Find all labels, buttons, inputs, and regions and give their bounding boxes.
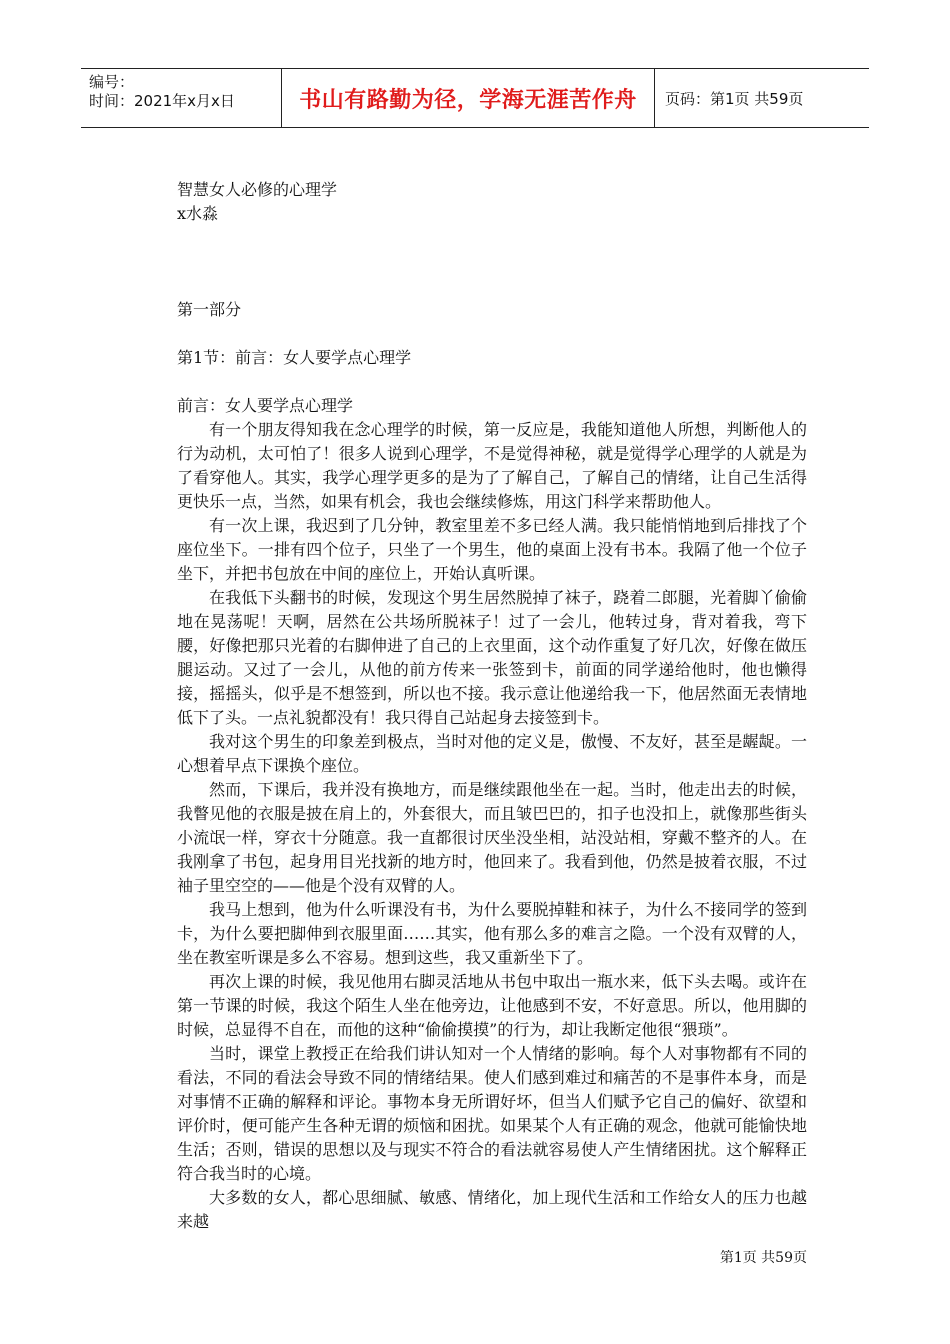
paragraph: 当时，课堂上教授正在给我们讲认知对一个人情绪的影响。每个人对事物都有不同的看法，不同的看法会导致不同的情绪结果。使人们感到难过和痛苦的不是事件本身，而是对事情不正确的解释和评论。事物本身无所谓好坏，但当人们赋予它自己的偏好、欲望和评价时，便可能产生各种无谓的烦恼和困扰。如果某个人有正确的观念，他就可能愉快地生活；否则，错误的思想以及与现实不符合的看法就容易使人产生情绪困扰。这个解释正符合我当时的心境。: [177, 1044, 807, 1183]
subheading: 前言：女人要学点心理学: [177, 396, 354, 415]
paragraph: 再次上课的时候，我见他用右脚灵活地从书包中取出一瓶水来，低下头去喝。或许在第一节课的时候，我这个陌生人坐在他旁边，让他感到不安，不好意思。所以，他用脚的时候，总显得不自在，而他的这种“偷偷摸摸”的行为，却让我断定他很“猥琐”。: [177, 972, 807, 1039]
header-meta-cell: [81, 69, 282, 127]
header-motto-cell: [282, 69, 655, 127]
time-label: 时间：2021年x月x日: [89, 92, 235, 110]
paragraph: 在我低下头翻书的时候，发现这个男生居然脱掉了袜子，跷着二郎腿，光着脚丫偷偷地在晃荡呢！天啊，居然在公共场所脱袜子！过了一会儿，他转过身，背对着我，弯下腰，好像把那只光着的右脚伸进了自己的上衣里面，这个动作重复了好几次，好像在做压腿运动。又过了一会儿，从他的前方传来一张签到卡，前面的同学递给他时，他也懒得接，摇摇头，似乎是不想签到，所以也不接。我示意让他递给我一下，他居然面无表情地低下了头。一点礼貌都没有！我只得自己站起身去接签到卡。: [177, 588, 807, 727]
paragraph: 有一个朋友得知我在念心理学的时候，第一反应是，我能知道他人所想，判断他人的行为动机，太可怕了！很多人说到心理学，不是觉得神秘，就是觉得学心理学的人就是为了看穿他人。其实，我学心理学更多的是为了了解自己，了解自己的情绪，让自己生活得更快乐一点，当然，如果有机会，我也会继续修炼，用这门科学来帮助他人。: [177, 420, 807, 511]
paragraph: 大多数的女人，都心思细腻、敏感、情绪化，加上现代生活和工作给女人的压力也越来越: [177, 1188, 807, 1231]
header-page-cell: [655, 69, 869, 127]
document-body: [177, 178, 807, 1234]
number-label: 编号：: [89, 73, 135, 91]
page-footer: 第1页 共59页: [719, 1250, 807, 1266]
section-heading: 第1节：前言：女人要学点心理学: [177, 348, 412, 367]
paragraph: 有一次上课，我迟到了几分钟，教室里差不多已经人满。我只能悄悄地到后排找了个座位坐下。一排有四个位子，只坐了一个男生，他的桌面上没有书本。我隔了他一个位子坐下，并把书包放在中间的座位上，开始认真听课。: [177, 516, 807, 583]
motto-text: 书山有路勤为径，学海无涯苦作舟: [299, 87, 637, 113]
paragraph: 我对这个男生的印象差到极点，当时对他的定义是，傲慢、不友好，甚至是龌龊。一心想着早点下课换个座位。: [177, 732, 807, 775]
paragraph: 我马上想到，他为什么听课没有书，为什么要脱掉鞋和袜子，为什么不接同学的签到卡，为什么要把脚伸到衣服里面……其实，他有那么多的难言之隐。一个没有双臂的人，坐在教室听课是多么不容易。想到这些，我又重新坐下了。: [177, 900, 807, 967]
document-title: 智慧女人必修的心理学: [177, 180, 338, 199]
page-code: 页码：第1页 共59页: [665, 89, 804, 108]
part-heading: 第一部分: [177, 300, 242, 319]
document-author: x水淼: [177, 204, 219, 223]
document-header: [81, 68, 869, 128]
paragraph: 然而，下课后，我并没有换地方，而是继续跟他坐在一起。当时，他走出去的时候，我瞥见他的衣服是披在肩上的，外套很大，而且皱巴巴的，扣子也没扣上，就像那些街头小流氓一样，穿衣十分随意。我一直都很讨厌坐没坐相，站没站相，穿戴不整齐的人。在我刚拿了书包，起身用目光找新的地方时，他回来了。我看到他，仍然是披着衣服，不过袖子里空空的——他是个没有双臂的人。: [177, 780, 807, 895]
